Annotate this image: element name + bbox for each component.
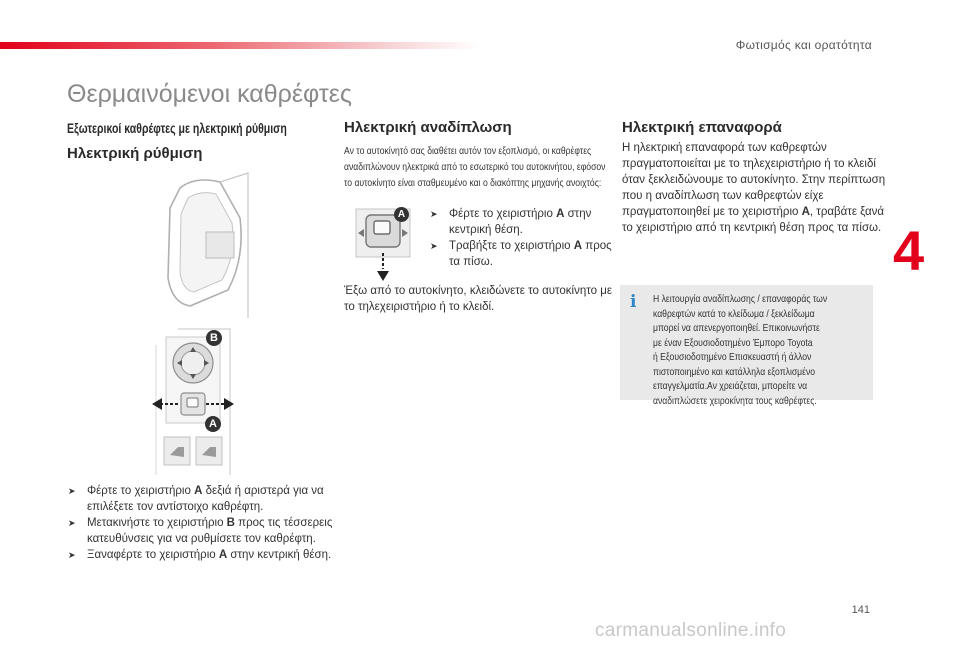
- column2-intro: Αν το αυτοκίνητό σας διαθέτει αυτόν τον εξοπλισμό, οι καθρέφτες αναδιπλώνουν ηλεκτρικά από το εσωτερικό του αυτοκινήτου, εφόσον το αυτοκίνητο είναι σταθμευμένο και ο διακόπτης μηχανής ανοιχτός:: [344, 145, 606, 189]
- list-item: ➤ Φέρτε το χειριστήριο A δεξιά ή αριστερά για να επιλέξετε τον αντίστοιχο καθρέφτη.: [68, 485, 324, 513]
- list-item: ➤ Ξαναφέρτε το χειριστήριο A στην κεντρική θέση.: [68, 549, 332, 561]
- bullet-arrow-icon: ➤: [68, 550, 76, 560]
- page-number: 141: [851, 604, 870, 616]
- column1-subheading: Ηλεκτρική ρύθμιση: [67, 145, 203, 162]
- column1-steps: [68, 483, 338, 563]
- label-a-badge: A: [205, 416, 221, 432]
- bullet-arrow-icon: ➤: [68, 486, 76, 496]
- label-b-badge: B: [206, 330, 222, 346]
- mirror-illustration: [150, 168, 250, 318]
- left-right-arrows: [150, 394, 236, 414]
- watermark: carmanualsonline.info: [595, 620, 787, 641]
- list-item: ➤ Τραβήξτε το χειριστήριο A προς τα πίσω.: [430, 240, 612, 268]
- bullet-arrow-icon: ➤: [430, 209, 438, 219]
- top-accent-bar: [0, 42, 480, 49]
- label-a-badge: A: [394, 207, 409, 222]
- bullet-arrow-icon: ➤: [430, 241, 438, 251]
- section-header: Φωτισμός και ορατότητα: [735, 38, 872, 52]
- bullet-arrow-icon: ➤: [68, 518, 76, 528]
- column2-steps: [430, 206, 620, 270]
- chapter-number: 4: [893, 219, 925, 282]
- page-title: Θερμαινόμενοι καθρέφτες: [67, 80, 352, 108]
- info-box: [620, 285, 873, 407]
- column2-heading: Ηλεκτρική αναδίπλωση: [344, 119, 512, 136]
- column1-heading: Εξωτερικοί καθρέφτες με ηλεκτρική ρύθμιση: [67, 121, 287, 136]
- column3-body: Η ηλεκτρική επαναφορά των καθρεφτών πραγματοποιείται με το τηλεχειριστήριο ή το κλειδί όταν ξεκλειδώνουμε το αυτοκίνητο. Στην περίπτωση που η αναδίπλωση των καθρεφτών είχε πραγματοποιηθεί με το χειριστήριο A, τραβάτε ξανά το χειριστήριο από τη κεντρική θέση προς τα πίσω.: [622, 142, 886, 234]
- list-item: ➤ Φέρτε το χειριστήριο A στην κεντρική θέση.: [430, 208, 592, 236]
- info-text: Η λειτουργία αναδίπλωσης / επαναφοράς των καθρεφτών κατά το κλείδωμα / ξεκλείδωμα μπορεί να απενεργοποιηθεί. Επικοινωνήστε με έναν Εξουσιοδοτημένο Έμπορο Toyota ή Εξουσιοδοτημένο Επισκευαστή ή άλλον πιστοποιημένο και κατάλληλα εξοπλισμένο επαγγελματία.Αν χρειάζεται, μπορείτε να αναδιπλώσετε χειροκίνητα τους καθρέφτες.: [653, 293, 828, 407]
- info-icon: i: [630, 292, 637, 312]
- column3-heading: Ηλεκτρική επαναφορά: [622, 119, 782, 136]
- list-item: ➤ Μετακινήστε το χειριστήριο B προς τις τέσσερεις κατευθύνσεις για να ρυθμίσετε τον καθρέφτη.: [68, 517, 333, 545]
- column2-outside-text: Έξω από το αυτοκίνητο, κλειδώνετε το αυτοκίνητο με το τηλεχειριστήριο ή το κλειδί.: [344, 285, 612, 313]
